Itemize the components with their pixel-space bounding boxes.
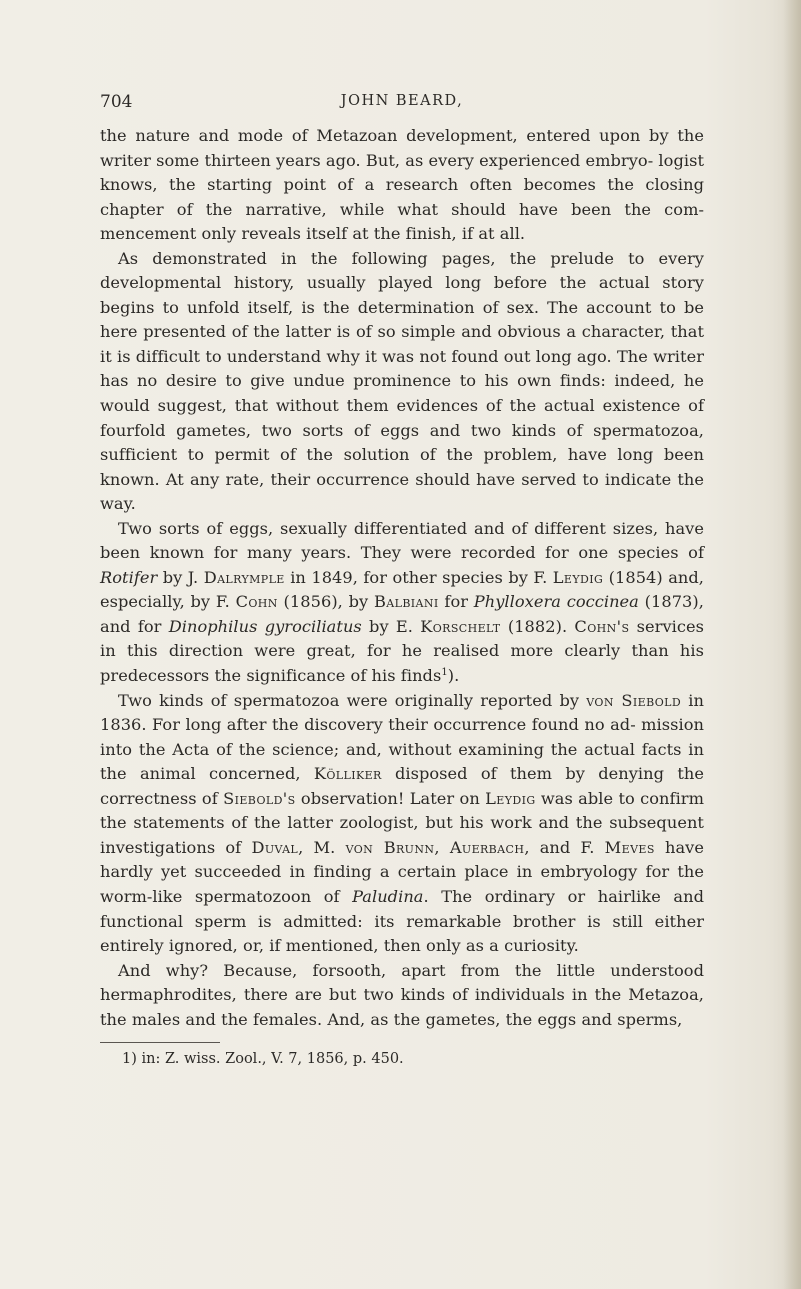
author-name: Dalrymple [203, 567, 285, 587]
text-span: services in this direction were great, for he realised more clearly than his predecessors the significance of his finds [100, 616, 704, 686]
paragraph-1 [100, 124, 704, 247]
author-name: Leydig [552, 567, 604, 587]
text-span: observation! Later on [295, 788, 486, 808]
author-name: Siebold's [223, 788, 296, 808]
italic-term: Dinophilus gyrociliatus [168, 616, 362, 636]
italic-term: Phylloxera coccinea [473, 592, 639, 612]
text-span: was able to confirm the statements of the latter zoologist, but his work and the subsequent investigations of [100, 788, 704, 857]
italic-term: Paludina [352, 886, 424, 906]
text-span: ). [447, 666, 460, 686]
text-span: And why? Because, forsooth, apart from the little understood hermaphrodites, there are but two kinds of individuals in the Metazoa, the males and the females. And, as the gametes, the eggs and sperms, [100, 960, 704, 1029]
footnote: 1) in: Z. wiss. Zool., V. 7, 1856, p. 450. [122, 1051, 404, 1068]
text-span: in 1849, for other species by F. [284, 567, 553, 587]
author-name: Leydig [485, 788, 536, 808]
text-span: , [434, 837, 450, 857]
page-edge-shadow [783, 0, 801, 1289]
author-name: Duval [251, 837, 299, 857]
text-span: the nature and mode of Metazoan development, entered upon by the writer some thirteen years ago. But, as every experienced embryo- logist knows, the starting point of a research often becomes the closing chapter of the narrative, while what should have been the com- mencement only reveals itself at the finish, if at all. [100, 126, 704, 244]
text-span: , M. [298, 837, 346, 857]
author-name: Korschelt [420, 616, 501, 636]
text-span: Two kinds of spermatozoa were originally reported by [118, 690, 587, 710]
text-span: (1873), and for [100, 592, 704, 636]
paragraph-5 [100, 959, 704, 1033]
text-span: , and F. [524, 837, 605, 857]
author-name: Cohn's [574, 616, 630, 636]
paragraph-4 [100, 689, 704, 959]
body-text [100, 124, 704, 1032]
page-header [100, 92, 704, 124]
text-span: have hardly yet succeeded in finding a certain place in embryology for the worm-like spermatozoon of [100, 837, 704, 906]
text-span: (1854) and, especially, by F. [100, 567, 704, 612]
footnote-divider [100, 1042, 220, 1043]
text-span: disposed of them by denying the correctness of [100, 764, 704, 808]
author-name: Meves [604, 837, 655, 857]
footnote-marker: 1 [441, 667, 448, 679]
paragraph-3 [100, 517, 704, 689]
page-number: 704 [100, 92, 133, 112]
text-span: As demonstrated in the following pages, the prelude to every developmental history, usually played long before the actual story begins to unfold itself, is the determination of sex. The account to be here presented of the latter is of so simple and obvious a character, that it is difficult to understand why it was not found out long ago. The writer has no desire to give undue prominence to his own finds: indeed, he would suggest, that without them evidences of the actual existence of fourfold gametes, two sorts of eggs and two kinds of spermatozoa, sufficient to permit of the solution of the problem, have long been known. At any rate, their occurrence should have served to indicate the way. [100, 248, 704, 514]
page-content [100, 92, 704, 1069]
text-span: Two sorts of eggs, sexually differentiated and of different sizes, have been known for many years. They were recorded for one species of [100, 518, 704, 563]
text-span: in 1836. For long after the discovery their occurrence found no ad- mission into the Acta of the science; and, without examining the actual facts in the animal concerned, [100, 690, 705, 784]
paragraph-2 [100, 247, 704, 517]
author-name: Cohn [235, 592, 278, 612]
author-name: von Brunn [345, 837, 435, 857]
author-name: von Siebold [586, 690, 682, 710]
text-span: by J. [157, 567, 204, 587]
author-name: Kölliker [313, 764, 382, 784]
text-span: . The ordinary or hairlike and functional sperm is admitted: its remarkable brother is still either entirely ignored, or, if mentioned, then only as a curiosity. [100, 886, 704, 956]
running-head: JOHN BEARD, [340, 93, 464, 109]
text-span: (1856), by [277, 592, 374, 612]
text-span: (1882). [500, 616, 575, 636]
author-name: Balbiani [373, 592, 439, 612]
text-span: for [438, 592, 474, 612]
author-name: Auerbach [449, 837, 525, 857]
italic-term: Rotifer [100, 567, 158, 587]
text-span: by E. [361, 616, 421, 636]
